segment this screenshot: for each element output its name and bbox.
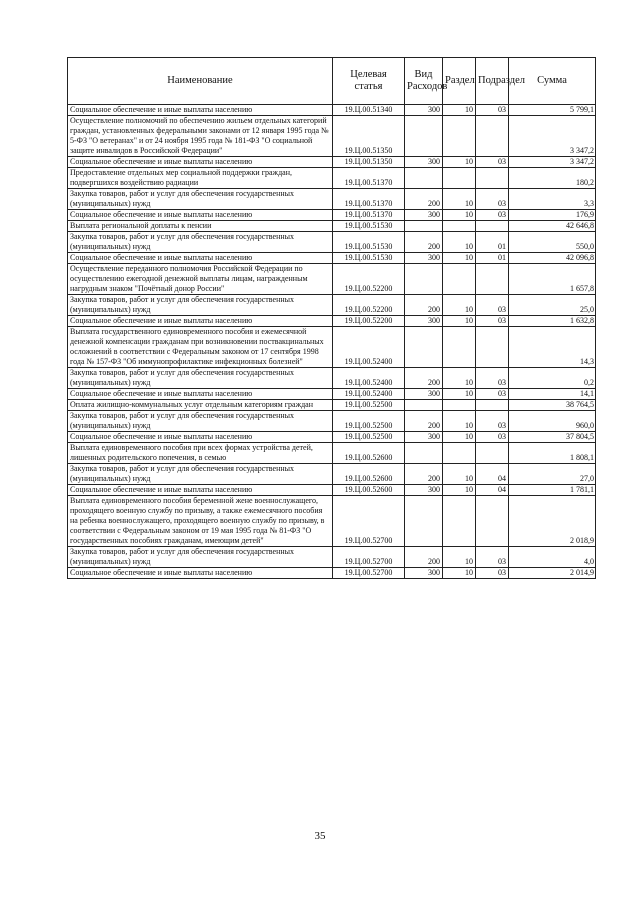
cell-vid: 200 (405, 295, 443, 316)
cell-summa: 1 632,8 (509, 316, 596, 327)
header-razdel: Раздел (443, 58, 476, 105)
table-row (68, 568, 596, 579)
cell-razdel (443, 221, 476, 232)
cell-podrazdel: 01 (476, 232, 509, 253)
cell-podrazdel: 03 (476, 411, 509, 432)
cell-podrazdel (476, 168, 509, 189)
cell-name: Социальное обеспечение и иные выплаты населению (68, 485, 333, 496)
cell-article: 19.Ц.00.51530 (333, 253, 405, 264)
cell-summa: 37 804,5 (509, 432, 596, 443)
budget-table (67, 57, 596, 579)
cell-vid (405, 443, 443, 464)
cell-podrazdel: 04 (476, 485, 509, 496)
cell-vid: 200 (405, 547, 443, 568)
table-row (68, 464, 596, 485)
cell-podrazdel: 03 (476, 295, 509, 316)
cell-podrazdel (476, 264, 509, 295)
cell-vid (405, 221, 443, 232)
table-row (68, 496, 596, 547)
cell-razdel (443, 400, 476, 411)
cell-article: 19.Ц.00.52500 (333, 411, 405, 432)
cell-podrazdel: 03 (476, 157, 509, 168)
cell-razdel (443, 168, 476, 189)
cell-name: Социальное обеспечение и иные выплаты населению (68, 568, 333, 579)
cell-podrazdel: 03 (476, 389, 509, 400)
table-row (68, 432, 596, 443)
cell-vid: 300 (405, 389, 443, 400)
cell-vid: 300 (405, 316, 443, 327)
cell-summa: 5 799,1 (509, 105, 596, 116)
cell-podrazdel: 03 (476, 547, 509, 568)
cell-summa: 2 014,9 (509, 568, 596, 579)
cell-summa: 1 808,1 (509, 443, 596, 464)
cell-summa: 180,2 (509, 168, 596, 189)
cell-summa: 14,1 (509, 389, 596, 400)
cell-article: 19.Ц.00.52700 (333, 568, 405, 579)
table-row (68, 221, 596, 232)
cell-article: 19.Ц.00.52400 (333, 389, 405, 400)
cell-razdel (443, 327, 476, 368)
cell-summa: 960,0 (509, 411, 596, 432)
cell-article: 19.Ц.00.51530 (333, 221, 405, 232)
cell-summa: 3,3 (509, 189, 596, 210)
table-row (68, 368, 596, 389)
cell-razdel: 10 (443, 368, 476, 389)
cell-summa: 38 764,5 (509, 400, 596, 411)
cell-name: Социальное обеспечение и иные выплаты населению (68, 432, 333, 443)
cell-summa: 25,0 (509, 295, 596, 316)
cell-vid: 300 (405, 485, 443, 496)
cell-podrazdel (476, 443, 509, 464)
cell-name: Выплата единовременного пособия при всех формах устройства детей, лишенных родительского попечения, в семью (68, 443, 333, 464)
cell-vid: 200 (405, 232, 443, 253)
cell-name: Социальное обеспечение и иные выплаты населению (68, 157, 333, 168)
table-row (68, 157, 596, 168)
cell-name: Закупка товаров, работ и услуг для обеспечения государственных (муниципальных) нужд (68, 368, 333, 389)
table-row (68, 189, 596, 210)
cell-article: 19.Ц.00.52600 (333, 485, 405, 496)
cell-article: 19.Ц.00.51530 (333, 232, 405, 253)
cell-summa: 14,3 (509, 327, 596, 368)
cell-podrazdel: 03 (476, 105, 509, 116)
page-number: 35 (314, 830, 326, 842)
cell-vid: 300 (405, 210, 443, 221)
cell-vid: 300 (405, 432, 443, 443)
cell-name: Закупка товаров, работ и услуг для обеспечения государственных (муниципальных) нужд (68, 232, 333, 253)
cell-summa: 1 781,1 (509, 485, 596, 496)
cell-vid: 200 (405, 189, 443, 210)
cell-article: 19.Ц.00.52500 (333, 432, 405, 443)
cell-vid: 200 (405, 411, 443, 432)
cell-razdel: 10 (443, 485, 476, 496)
cell-razdel (443, 116, 476, 157)
cell-vid (405, 496, 443, 547)
cell-summa: 27,0 (509, 464, 596, 485)
cell-name: Социальное обеспечение и иные выплаты населению (68, 210, 333, 221)
cell-podrazdel: 03 (476, 189, 509, 210)
cell-article: 19.Ц.00.51370 (333, 210, 405, 221)
table-row (68, 327, 596, 368)
cell-razdel: 10 (443, 253, 476, 264)
cell-vid (405, 400, 443, 411)
cell-vid (405, 116, 443, 157)
cell-article: 19.Ц.00.52600 (333, 464, 405, 485)
cell-article: 19.Ц.00.52200 (333, 316, 405, 327)
table-row (68, 105, 596, 116)
cell-podrazdel: 03 (476, 316, 509, 327)
table-row (68, 485, 596, 496)
cell-vid: 300 (405, 157, 443, 168)
cell-razdel: 10 (443, 389, 476, 400)
table-body (68, 105, 596, 579)
cell-summa: 4,0 (509, 547, 596, 568)
cell-podrazdel: 03 (476, 568, 509, 579)
table-row (68, 443, 596, 464)
cell-article: 19.Ц.00.52200 (333, 264, 405, 295)
cell-razdel: 10 (443, 295, 476, 316)
header-article: Целевая статья (333, 58, 405, 105)
cell-razdel: 10 (443, 105, 476, 116)
cell-vid: 200 (405, 464, 443, 485)
cell-article: 19.Ц.00.51350 (333, 157, 405, 168)
cell-razdel: 10 (443, 210, 476, 221)
cell-name: Предоставление отдельных мер социальной поддержки граждан, подвергшихся воздействию радиации (68, 168, 333, 189)
cell-vid (405, 264, 443, 295)
header-name: Наименование (68, 58, 333, 105)
cell-name: Социальное обеспечение и иные выплаты населению (68, 253, 333, 264)
cell-razdel (443, 264, 476, 295)
cell-article: 19.Ц.00.52200 (333, 295, 405, 316)
table-header-row (68, 58, 596, 105)
cell-razdel: 10 (443, 568, 476, 579)
cell-podrazdel (476, 496, 509, 547)
cell-razdel: 10 (443, 189, 476, 210)
cell-name: Закупка товаров, работ и услуг для обеспечения государственных (муниципальных) нужд (68, 295, 333, 316)
cell-razdel: 10 (443, 411, 476, 432)
cell-article: 19.Ц.00.52700 (333, 496, 405, 547)
table-row (68, 400, 596, 411)
table-row (68, 168, 596, 189)
cell-summa: 2 018,9 (509, 496, 596, 547)
table-row (68, 295, 596, 316)
cell-vid: 300 (405, 105, 443, 116)
cell-name: Выплата единовременного пособия беременной жене военнослужащего, проходящего военную службу по призыву, а также ежемесячного пособия на ребенка военнослужащего, проходящего военную службу по призыву, в соответствии с Федеральным законом от 19 мая 1995 года № 81-ФЗ "О государственных пособиях гражданам, имеющим детей" (68, 496, 333, 547)
cell-podrazdel: 03 (476, 210, 509, 221)
table-row (68, 316, 596, 327)
table-row (68, 253, 596, 264)
cell-podrazdel: 03 (476, 432, 509, 443)
cell-podrazdel (476, 327, 509, 368)
cell-summa: 42 646,8 (509, 221, 596, 232)
cell-name: Закупка товаров, работ и услуг для обеспечения государственных (муниципальных) нужд (68, 464, 333, 485)
cell-article: 19.Ц.00.51370 (333, 168, 405, 189)
cell-vid: 300 (405, 253, 443, 264)
table-row (68, 232, 596, 253)
cell-article: 19.Ц.00.51340 (333, 105, 405, 116)
cell-vid: 200 (405, 368, 443, 389)
cell-vid (405, 168, 443, 189)
cell-article: 19.Ц.00.51370 (333, 189, 405, 210)
cell-article: 19.Ц.00.52400 (333, 327, 405, 368)
cell-summa: 550,0 (509, 232, 596, 253)
cell-vid: 300 (405, 568, 443, 579)
cell-podrazdel: 04 (476, 464, 509, 485)
cell-summa: 176,9 (509, 210, 596, 221)
cell-podrazdel: 01 (476, 253, 509, 264)
cell-article: 19.Ц.00.52600 (333, 443, 405, 464)
cell-podrazdel (476, 116, 509, 157)
table-row (68, 210, 596, 221)
cell-summa: 42 096,8 (509, 253, 596, 264)
cell-name: Выплата региональной доплаты к пенсии (68, 221, 333, 232)
cell-razdel: 10 (443, 432, 476, 443)
table-row (68, 411, 596, 432)
cell-article: 19.Ц.00.51350 (333, 116, 405, 157)
cell-summa: 3 347,2 (509, 157, 596, 168)
cell-article: 19.Ц.00.52700 (333, 547, 405, 568)
table-row (68, 116, 596, 157)
table-row (68, 264, 596, 295)
cell-name: Социальное обеспечение и иные выплаты населению (68, 316, 333, 327)
cell-name: Закупка товаров, работ и услуг для обеспечения государственных (муниципальных) нужд (68, 547, 333, 568)
header-summa: Сумма (509, 58, 596, 105)
cell-vid (405, 327, 443, 368)
cell-podrazdel: 03 (476, 368, 509, 389)
cell-name: Выплата государственного единовременного пособия и ежемесячной денежной компенсации гражданам при возникновении поствакцинальных осложнений в соответствии с Федеральным законом от 17 сентября 1998 года № 157-ФЗ "Об иммунопрофилактике инфекционных болезней" (68, 327, 333, 368)
cell-razdel: 10 (443, 157, 476, 168)
cell-article: 19.Ц.00.52500 (333, 400, 405, 411)
cell-razdel: 10 (443, 232, 476, 253)
header-vid: Вид Расходов (405, 58, 443, 105)
cell-podrazdel (476, 400, 509, 411)
table-row (68, 389, 596, 400)
cell-name: Осуществление полномочий по обеспечению жильем отдельных категорий граждан, установленных федеральными законами от 12 января 1995 года № 5-ФЗ "О ветеранах" и от 24 ноября 1995 года № 181-ФЗ "О социальной защите инвалидов в Российской Федерации" (68, 116, 333, 157)
table-row (68, 547, 596, 568)
cell-razdel (443, 496, 476, 547)
cell-summa: 1 657,8 (509, 264, 596, 295)
cell-razdel: 10 (443, 316, 476, 327)
cell-razdel: 10 (443, 547, 476, 568)
cell-summa: 3 347,2 (509, 116, 596, 157)
cell-podrazdel (476, 221, 509, 232)
cell-name: Социальное обеспечение и иные выплаты населению (68, 389, 333, 400)
cell-name: Социальное обеспечение и иные выплаты населению (68, 105, 333, 116)
cell-name: Закупка товаров, работ и услуг для обеспечения государственных (муниципальных) нужд (68, 411, 333, 432)
cell-name: Закупка товаров, работ и услуг для обеспечения государственных (муниципальных) нужд (68, 189, 333, 210)
cell-razdel (443, 443, 476, 464)
cell-razdel: 10 (443, 464, 476, 485)
cell-summa: 0,2 (509, 368, 596, 389)
cell-article: 19.Ц.00.52400 (333, 368, 405, 389)
header-podrazdel: Подраздел (476, 58, 509, 105)
cell-name: Оплата жилищно-коммунальных услуг отдельным категориям граждан (68, 400, 333, 411)
cell-name: Осуществление переданного полномочия Российской Федерации по осуществлению ежегодной денежной выплаты лицам, награжденным нагрудным знаком "Почётный донор России" (68, 264, 333, 295)
